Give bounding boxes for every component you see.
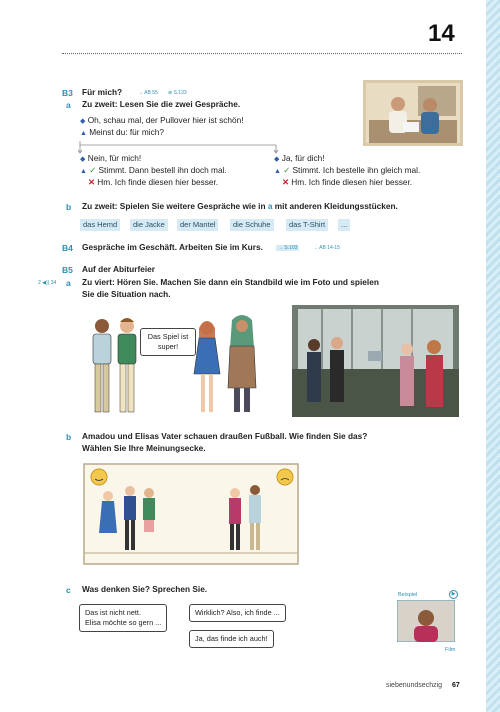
vocab-tag: die Schuhe: [230, 219, 274, 231]
workbook-ref: → AB 14-15: [313, 245, 340, 251]
workbook-ref: → AB 55: [138, 90, 158, 96]
chapter-number: 14: [428, 20, 455, 47]
b5-b-instruction-2: Wählen Sie Ihre Meinungsecke.: [82, 443, 206, 453]
vocab-tag: das T-Shirt: [286, 219, 328, 231]
b3-b-label: b: [66, 202, 72, 212]
dialog-line-2: ▲ Meinst du: für mich?: [80, 127, 164, 137]
triangle-icon: ▲: [274, 168, 281, 175]
section-b5-title: Auf der Abiturfeier: [82, 264, 155, 274]
diamond-icon: ◆: [80, 118, 86, 125]
dialog-left-2: ▲ ✓ Stimmt. Dann bestell ihn doch mal.: [80, 165, 227, 175]
triangle-icon: ▲: [80, 130, 87, 137]
b3-a-instruction: Zu zweit: Lesen Sie die zwei Gespräche.: [82, 99, 241, 109]
speech-bubble-2: Wirklich? Also, ich finde ...: [189, 604, 286, 622]
vocab-tag: das Hemd: [80, 219, 120, 231]
illustration-opinion-corners: [83, 463, 299, 565]
b5-a-instruction-2: Sie die Situation nach.: [82, 289, 171, 299]
speech-bubble-1: [79, 604, 167, 632]
b5-b-label: b: [66, 432, 72, 442]
b5-c-label: c: [66, 585, 71, 595]
decorative-stripe: [486, 0, 500, 712]
video-thumbnail[interactable]: [397, 600, 455, 642]
dialog-left-1: ◆ Nein, für mich!: [80, 153, 142, 163]
page-word: siebenundsechzig: [386, 682, 443, 689]
b5-a-instruction-1: Zu viert: Hören Sie. Machen Sie dann ein Standbild wie im Foto und spielen: [82, 277, 379, 287]
speech-bubble: Das Spiel ist super!: [140, 328, 196, 356]
section-b4-label: B4: [62, 243, 73, 253]
photo-two-men: [363, 80, 463, 146]
b5-b-instruction-1: Amadou und Elisas Vater schauen draußen Fußball. Wie finden Sie das?: [82, 431, 368, 441]
dialog-left-3: ✕ Hm. Ich finde diesen hier besser.: [88, 177, 219, 187]
speech-line: Elisa möchte so gern ...: [85, 618, 162, 627]
audio-track-ref[interactable]: 2 ◀)) 34: [38, 280, 57, 286]
speech-line: Das ist nicht nett.: [85, 608, 141, 617]
b3-a-label: a: [66, 100, 71, 110]
section-b3-label: B3: [62, 88, 73, 98]
section-b3-title: Für mich?: [82, 87, 123, 97]
dialog-right-3: ✕ Hm. Ich finde diesen hier besser.: [282, 177, 413, 187]
b5-a-label: a: [66, 278, 71, 288]
cross-icon: ✕: [282, 177, 289, 187]
photo-standbild: [292, 305, 459, 417]
vocab-tag: ...: [338, 219, 350, 231]
diamond-icon: ◆: [80, 156, 86, 163]
page-ref: ⊕ S.133: [168, 90, 187, 96]
play-icon[interactable]: ▶: [449, 590, 458, 599]
b5-c-instruction: Was denken Sie? Sprechen Sie.: [82, 584, 208, 594]
page-ref: → S.103: [278, 245, 298, 251]
video-label-bottom: Film: [445, 647, 456, 653]
check-icon: ✓: [283, 165, 291, 175]
diamond-icon: ◆: [274, 156, 280, 163]
illustration-four-people: [72, 308, 272, 418]
vocab-tag: die Jacke: [130, 219, 168, 231]
page-number: 67: [452, 682, 460, 689]
dialog-right-2: ▲ ✓ Stimmt. Ich bestelle ihn gleich mal.: [274, 165, 421, 175]
speech-bubble-3: Ja, das finde ich auch!: [189, 630, 274, 648]
dialog-right-1: ◆ Ja, für dich!: [274, 153, 325, 163]
dialog-line-1: ◆ Oh, schau mal, der Pullover hier ist schön!: [80, 115, 244, 125]
b4-instruction: Gespräche im Geschäft. Arbeiten Sie im Kurs.: [82, 242, 263, 252]
vocab-tag: der Mantel: [177, 219, 218, 231]
triangle-icon: ▲: [80, 168, 87, 175]
video-label-top: Beispiel: [398, 592, 418, 598]
cross-icon: ✕: [88, 177, 95, 187]
check-icon: ✓: [89, 165, 97, 175]
b3-b-instruction: Zu zweit: Spielen Sie weitere Gespräche wie in a mit anderen Kleidungsstücken.: [82, 201, 398, 211]
divider: [62, 53, 462, 54]
section-b5-label: B5: [62, 265, 73, 275]
